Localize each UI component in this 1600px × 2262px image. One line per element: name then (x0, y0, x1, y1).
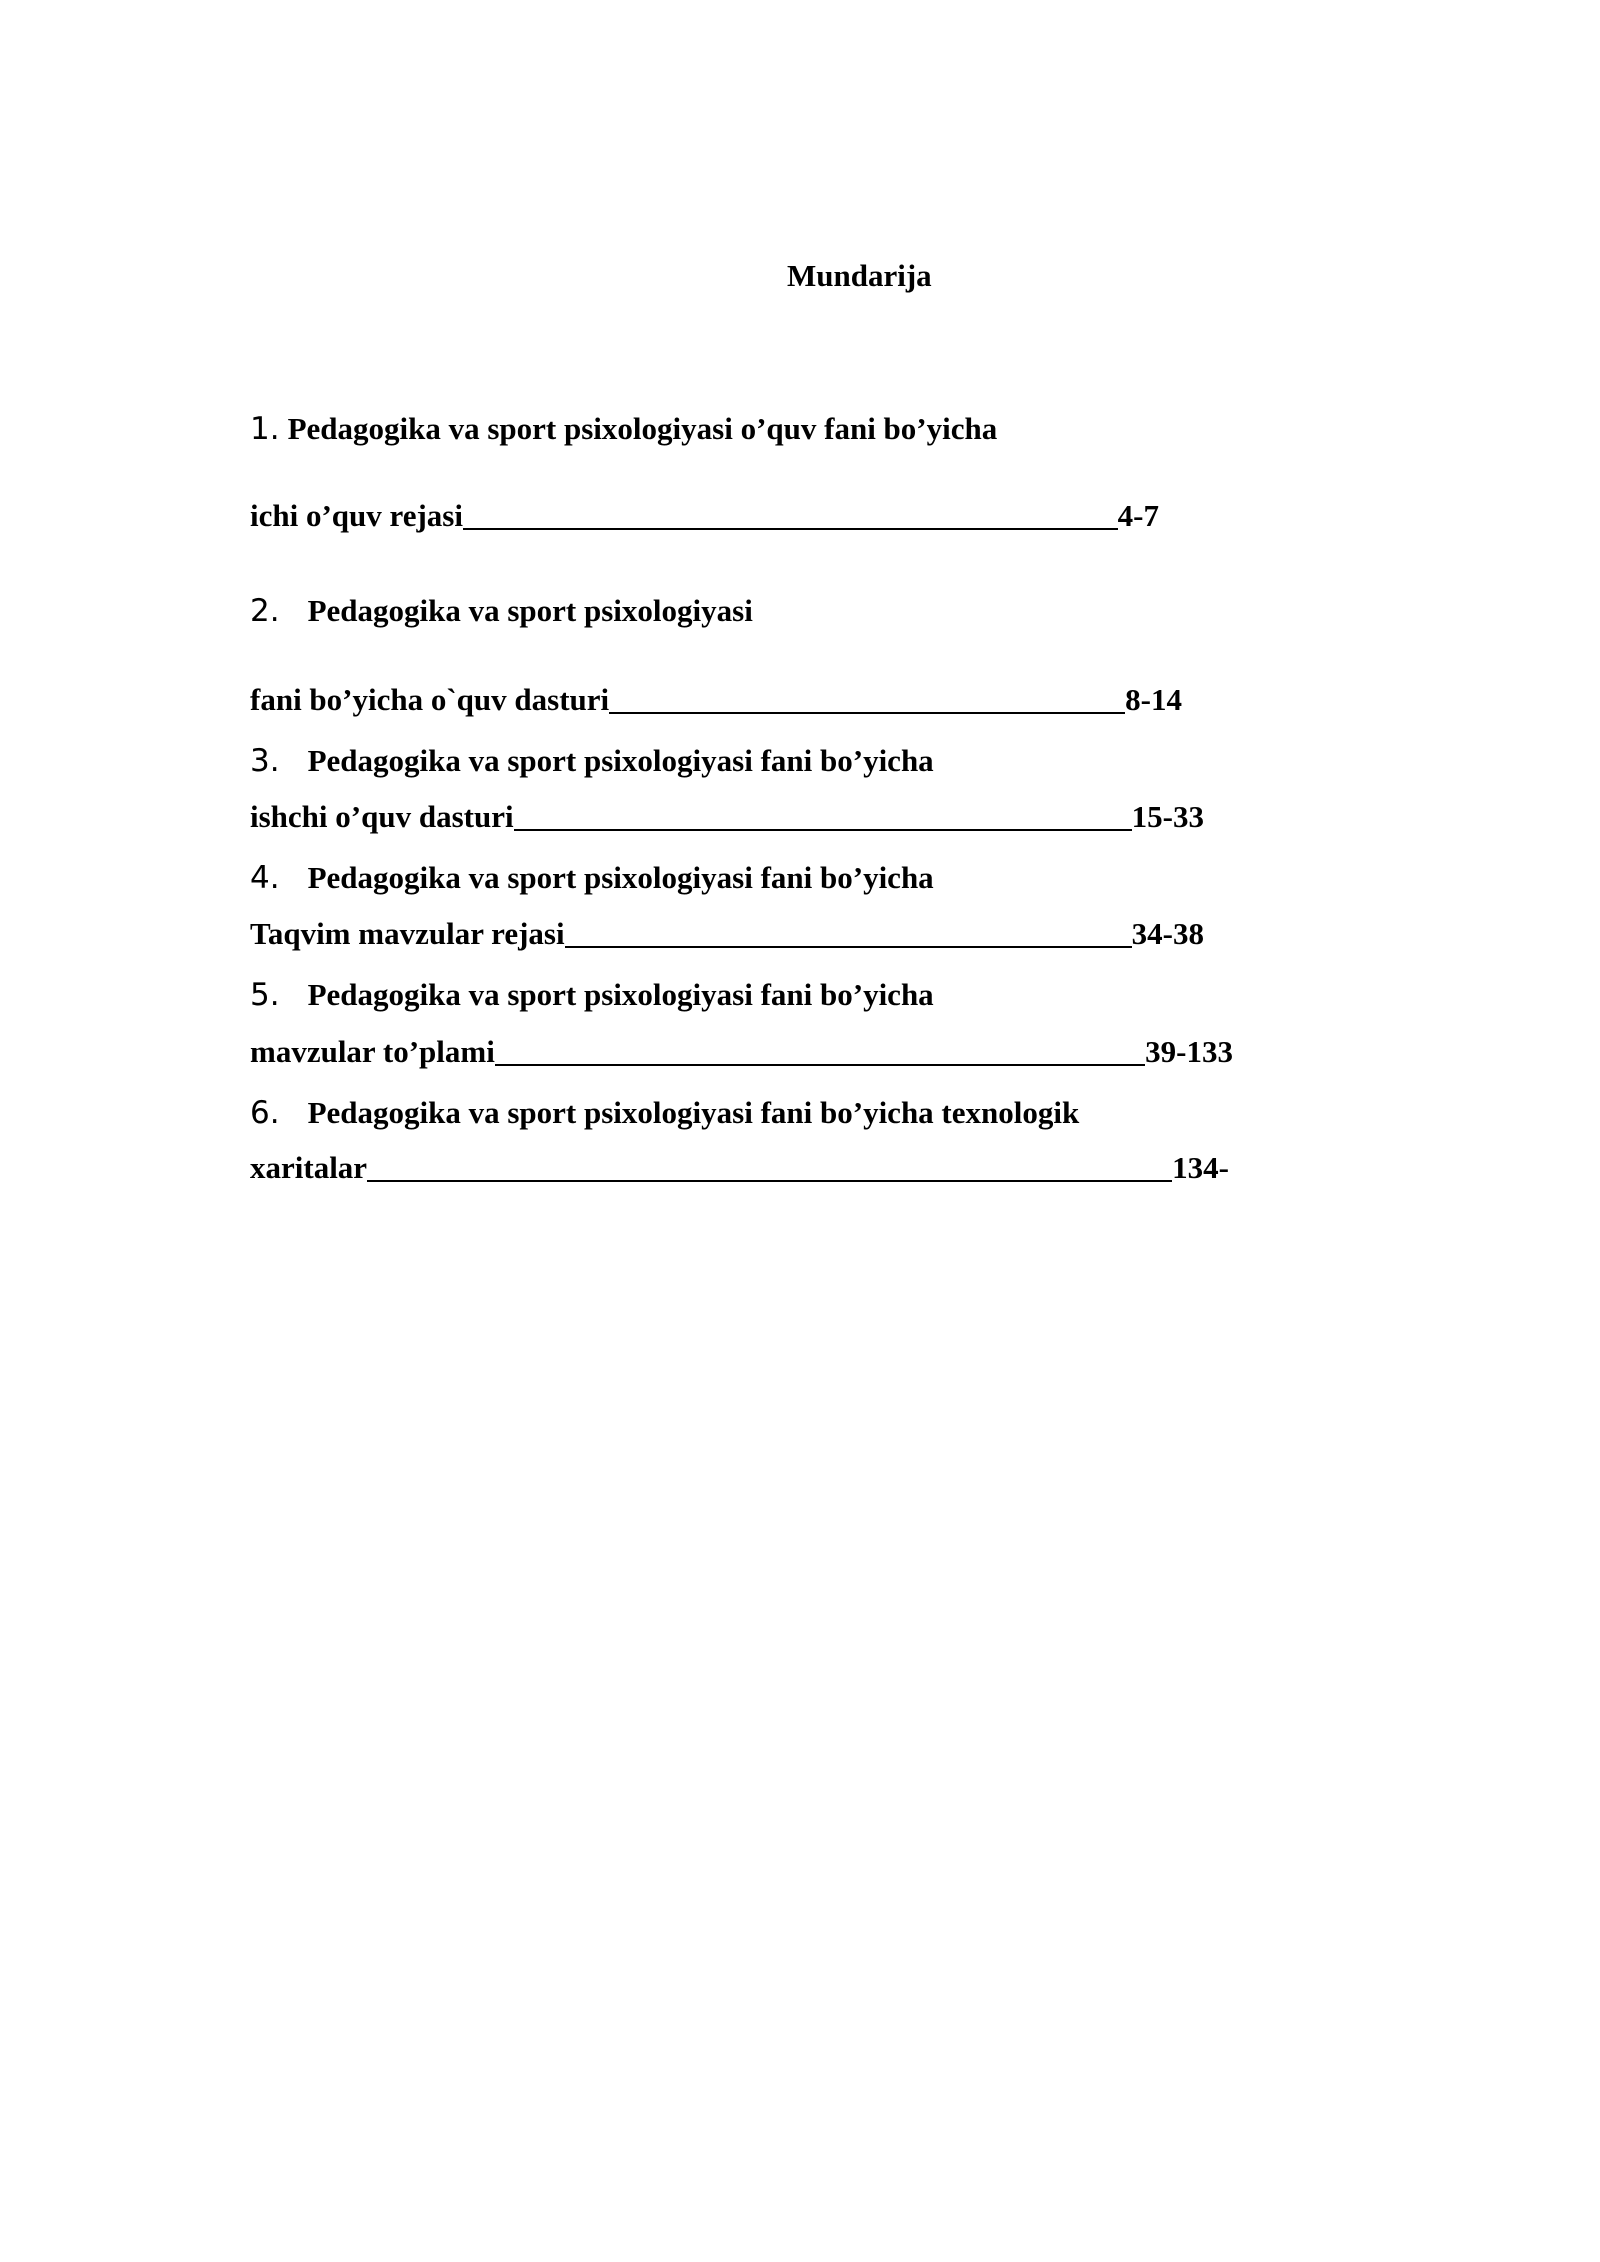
toc-item-number: 2. (250, 593, 280, 629)
toc-item-pages: 4-7 (1117, 498, 1159, 533)
toc-item-heading-text: Pedagogika va sport psixologiyasi fani bo’yicha (307, 743, 934, 778)
toc-leader-line (514, 809, 1132, 831)
toc-leader-line (495, 1044, 1145, 1066)
toc-item-number: 1. (250, 411, 280, 447)
toc-leader-line (463, 508, 1118, 530)
toc-item-number: 5. (250, 977, 280, 1013)
toc-item-heading-text: Pedagogika va sport psixologiyasi fani bo’yicha texnologik (307, 1095, 1080, 1130)
toc-item-label: fani bo’yicha o`quv dasturi (250, 682, 610, 717)
toc-item-entry (250, 680, 1182, 720)
toc-item-entry (250, 1032, 1233, 1072)
toc-item-entry (250, 496, 1159, 536)
toc-item-heading (250, 975, 934, 1015)
toc-item-entry (250, 797, 1204, 837)
toc-leader-line (367, 1160, 1172, 1182)
toc-item-label: ichi o’quv rejasi (250, 498, 463, 533)
toc-item-heading-text: Pedagogika va sport psixologiyasi fani bo’yicha (307, 977, 934, 1012)
toc-item-pages: 39-133 (1145, 1034, 1233, 1069)
toc-item-heading (250, 409, 997, 449)
toc-item-label: mavzular to’plami (250, 1034, 495, 1069)
toc-item-label: xaritalar (250, 1150, 368, 1185)
toc-item-pages: 34-38 (1131, 916, 1204, 951)
toc-item-heading (250, 1093, 1079, 1133)
page-title: Mundarija (787, 258, 932, 293)
toc-item-number: 3. (250, 743, 280, 779)
toc-item-pages: 8-14 (1125, 682, 1182, 717)
toc-item-label: ishchi o’quv dasturi (250, 799, 514, 834)
toc-item-heading-text: Pedagogika va sport psixologiyasi fani bo’yicha (307, 860, 934, 895)
toc-item-heading-text: Pedagogika va sport psixologiyasi (307, 593, 753, 628)
toc-item-label: Taqvim mavzular rejasi (250, 916, 565, 951)
toc-item-pages: 134- (1172, 1150, 1229, 1185)
toc-item-number: 4. (250, 860, 280, 896)
toc-item-pages: 15-33 (1131, 799, 1204, 834)
toc-item-heading (250, 741, 934, 781)
toc-item-entry (250, 914, 1204, 954)
toc-item-heading (250, 858, 934, 898)
toc-item-number: 6. (250, 1095, 280, 1131)
toc-item-entry (250, 1148, 1229, 1188)
toc-item-heading-text: Pedagogika va sport psixologiyasi o’quv fani bo’yicha (287, 411, 998, 446)
toc-item-heading (250, 591, 753, 631)
toc-leader-line (565, 926, 1132, 948)
toc-leader-line (609, 692, 1125, 714)
